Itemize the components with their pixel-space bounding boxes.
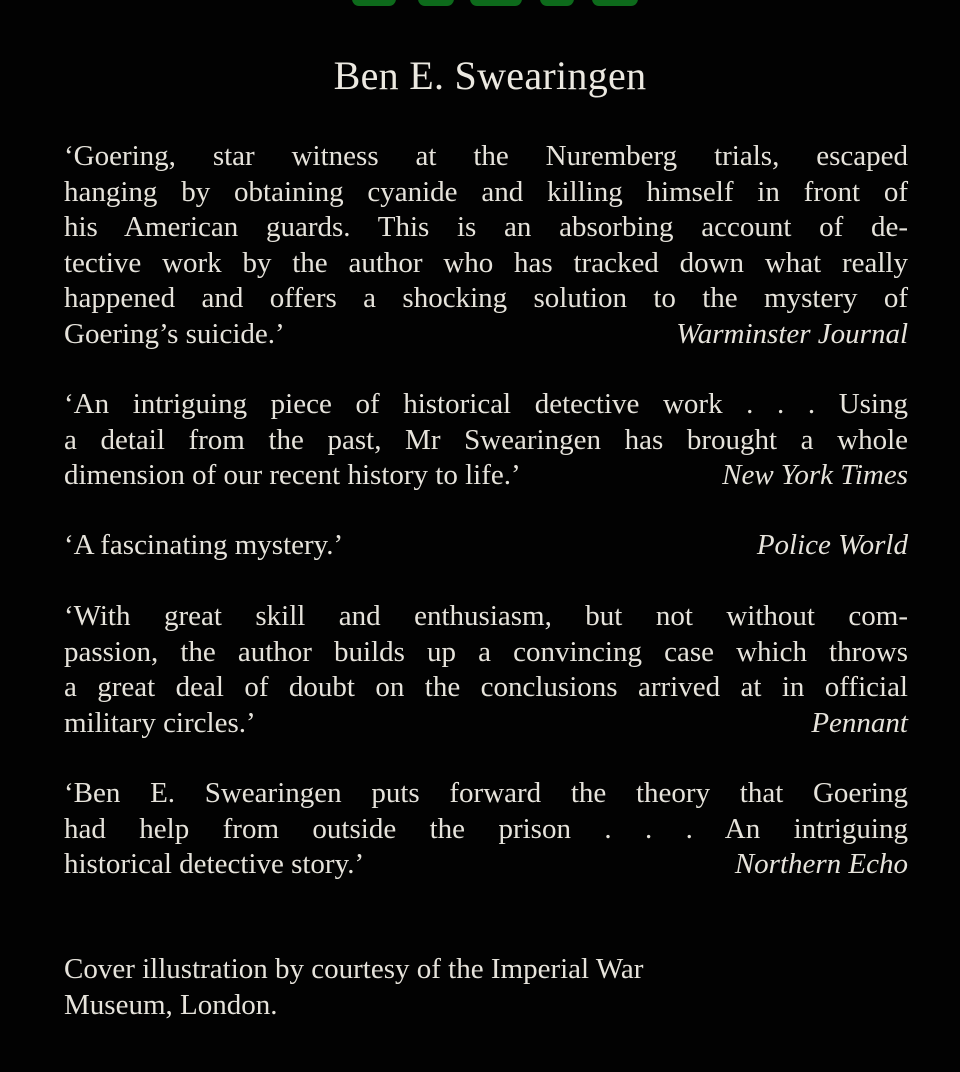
cover-top-edge — [0, 0, 960, 8]
review-quote — [64, 528, 908, 564]
credit-line: Cover illustration by courtesy of the Imperial War — [64, 953, 644, 985]
quote-closing-line — [64, 528, 908, 564]
quote-line: dimension of our recent history to life.’ — [64, 459, 521, 491]
review-quote — [64, 776, 908, 883]
quote-line: hanging by obtaining cyanide and killing himself in front of — [64, 175, 908, 208]
review-source: Police World — [756, 529, 908, 561]
review-quote — [64, 139, 908, 352]
quote-closing-line — [64, 317, 908, 353]
quote-line: ‘With great skill and enthusiasm, but not without com- — [64, 600, 908, 632]
quote-line: tective work by the author who has tracked down what really — [64, 246, 908, 279]
review-source: Warminster Journal — [676, 317, 908, 350]
quote-line: a detail from the past, Mr Swearingen has brought a whole — [64, 423, 908, 456]
quote-line: ‘An intriguing piece of historical detective work . . . Using — [64, 388, 908, 420]
review-quote — [64, 387, 908, 494]
review-source: Pennant — [811, 706, 908, 739]
review-source: New York Times — [722, 459, 908, 491]
quote-line: military circles.’ — [64, 706, 256, 739]
cover-credit — [64, 952, 824, 1023]
quote-line: ‘Ben E. Swearingen puts forward the theory that Goering — [64, 777, 908, 809]
quote-line: happened and offers a shocking solution to the mystery of — [64, 282, 908, 314]
green-letter-fragment — [592, 0, 638, 6]
green-letter-fragment — [540, 0, 574, 6]
quote-line: ‘A fascinating mystery.’ — [64, 529, 344, 561]
review-quote — [64, 599, 908, 741]
quote-closing-line — [64, 706, 908, 742]
author-name: Ben E. Swearingen — [333, 53, 647, 98]
quote-line: had help from outside the prison . . . An intriguing — [64, 812, 908, 845]
review-source: Northern Echo — [734, 848, 908, 880]
quote-closing-line — [64, 847, 908, 883]
quote-line: ‘Goering, star witness at the Nuremberg trials, escaped — [64, 140, 908, 172]
quote-line: Goering’s suicide.’ — [64, 317, 285, 350]
green-letter-fragment — [470, 0, 522, 6]
quote-line: passion, the author builds up a convincing case which throws — [64, 635, 908, 668]
quote-line: historical detective story.’ — [64, 848, 365, 880]
quote-closing-line — [64, 458, 908, 494]
quote-line: his American guards. This is an absorbing account of de- — [64, 211, 908, 243]
quote-line: a great deal of doubt on the conclusions arrived at in official — [64, 671, 908, 703]
credit-line: Museum, London. — [64, 988, 278, 1021]
green-letter-fragment — [418, 0, 454, 6]
green-letter-fragment — [352, 0, 396, 6]
